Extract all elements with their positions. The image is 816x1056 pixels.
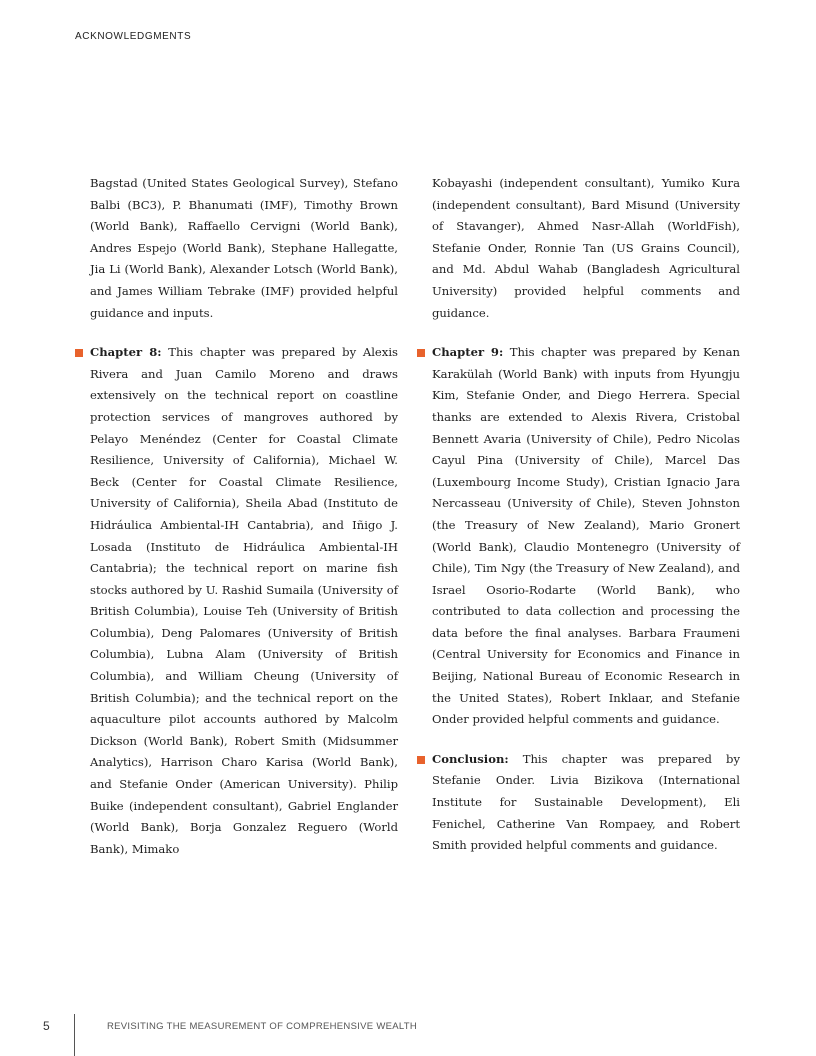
right-column <box>432 173 740 857</box>
square-bullet-icon <box>75 349 83 357</box>
chapter-8-label: Chapter 8: <box>90 345 162 360</box>
running-header: ACKNOWLEDGMENTS <box>75 31 192 42</box>
chapter-9-entry <box>432 342 740 731</box>
chapter-9-label: Chapter 9: <box>432 345 504 360</box>
conclusion-text: This chapter was prepared by Stefanie Onder. Livia Bizikova (International Institute for Sustainable Development), Eli Fenichel, Catherine Van Rompaey, and Robert Smith provided helpful comments and guidance. <box>432 751 740 853</box>
left-column <box>90 173 398 860</box>
chapter-8-text: This chapter was prepared by Alexis Rivera and Juan Camilo Moreno and draws extensively on the technical report on coastline protection services of mangroves authored by Pelayo Menéndez (Center for Coastal Climate Resilience, University of California), Michael W. Beck (Center for Coastal Climate Resilience, University of California), Sheila Abad (Instituto de Hidráulica Ambiental-IH Cantabria), and Iñigo J. Losada (Instituto de Hidráulica Ambiental-IH Cantabria); the technical report on marine fish stocks authored by U. Rashid Sumaila (University of British Columbia), Louise Teh (University of British Columbia), Deng Palomares (University of British Columbia), Lubna Alam (University of British Columbia), and William Cheung (University of British Columbia); and the technical report on the aquaculture pilot accounts authored by Malcolm Dickson (World Bank), Robert Smith (Midsummer Analytics), Harrison Charo Karisa (World Bank), and Stefanie Onder (American University). Philip Buike (independent consultant), Gabriel Englander (World Bank), Borja Gonzalez Reguero (World Bank), Mimako <box>90 345 398 856</box>
conclusion-entry <box>432 749 740 857</box>
square-bullet-icon <box>417 756 425 764</box>
footer-divider <box>74 1014 75 1056</box>
footer-book-title: REVISITING THE MEASUREMENT OF COMPREHENSIVE WEALTH <box>107 1021 418 1032</box>
square-bullet-icon <box>417 349 425 357</box>
chapter-9-text: This chapter was prepared by Kenan Karakülah (World Bank) with inputs from Hyungju Kim, Stefanie Onder, and Diego Herrera. Special thanks are extended to Alexis Rivera, Cristobal Bennett Avaria (University of Chile), Pedro Nicolas Cayul Pina (University of Chile), Marcel Das (Luxembourg Income Study), Cristian Ignacio Jara Nercasseau (University of Chile), Steven Johnston (the Treasury of New Zealand), Mario Gronert (World Bank), Claudio Montenegro (University of Chile), Tim Ngy (the Treasury of New Zealand), and Israel Osorio-Rodarte (World Bank), who contributed to data collection and processing the data before the final analyses. Barbara Fraumeni (Central University for Economics and Finance in Beijing, National Bureau of Economic Research in the United States), Robert Inklaar, and Stefanie Onder provided helpful comments and guidance. <box>432 345 741 727</box>
continued-paragraph-right: Kobayashi (independent consultant), Yumiko Kura (independent consultant), Bard Misund (University of Stavanger), Ahmed Nasr-Allah (WorldFish), Stefanie Onder, Ronnie Tan (US Grains Council), and Md. Abdul Wahab (Bangladesh Agricultural University) provided helpful comments and guidance. <box>432 176 740 320</box>
chapter-8-entry <box>90 342 398 860</box>
continued-paragraph-left: Bagstad (United States Geological Survey), Stefano Balbi (BC3), P. Bhanumati (IMF), Timothy Brown (World Bank), Raffaello Cervigni (World Bank), Andres Espejo (World Bank), Stephane Hallegatte, Jia Li (World Bank), Alexander Lotsch (World Bank), and James William Tebrake (IMF) provided helpful guidance and inputs. <box>90 176 398 320</box>
page-number: 5 <box>43 1019 50 1033</box>
conclusion-label: Conclusion: <box>432 751 509 766</box>
